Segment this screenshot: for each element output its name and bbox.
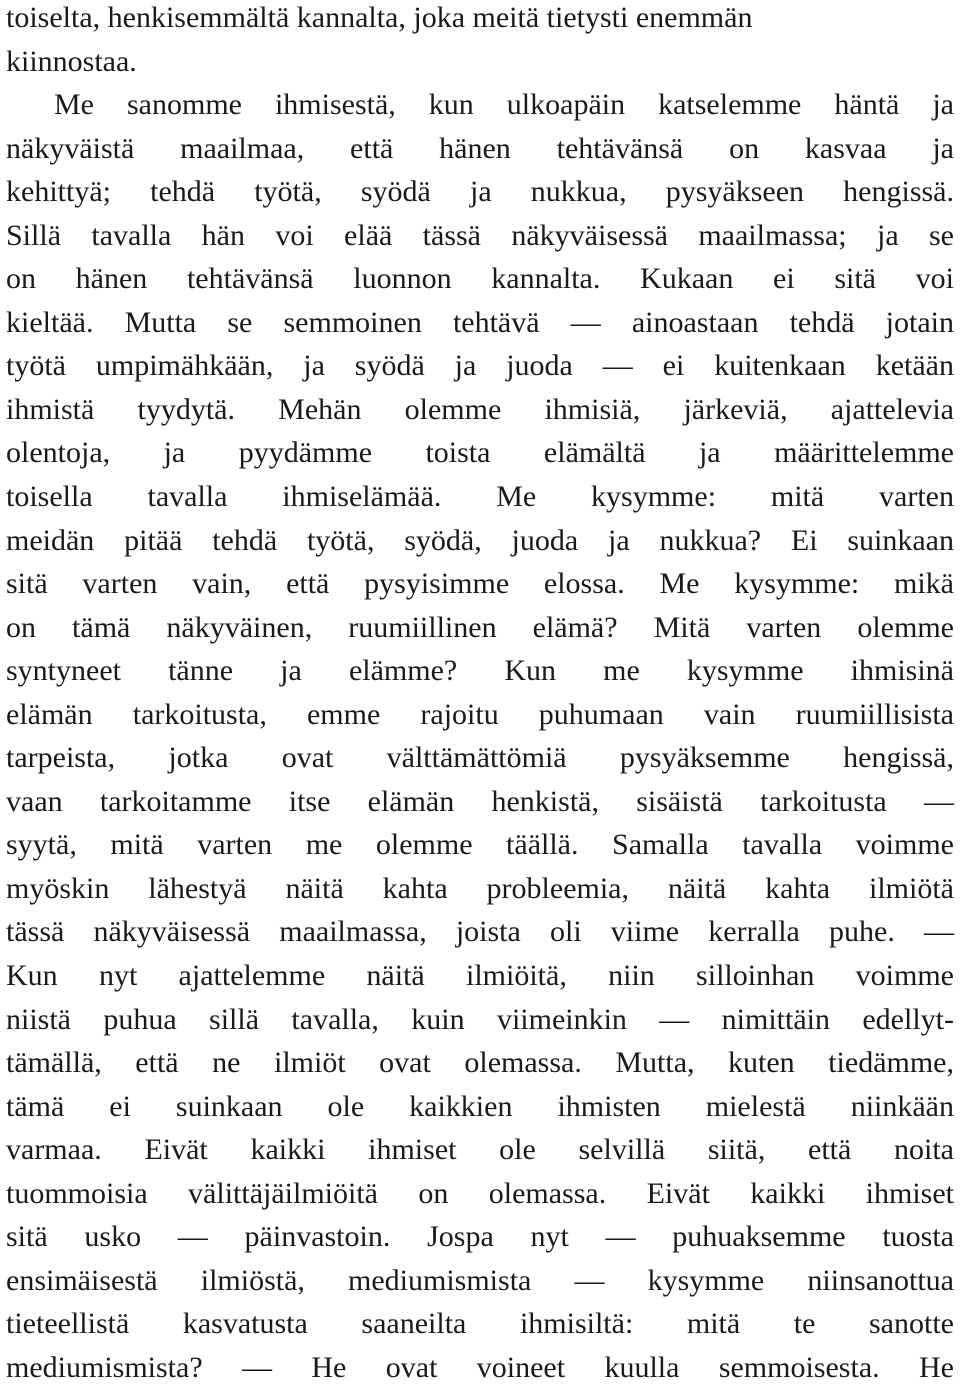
text-line: tämällä, että ne ilmiöt ovat olemassa. Mutta, kuten tiedämme, [6, 1046, 954, 1080]
text-line: mediumismista? — He ovat voineet kuulla semmoisesta. He [6, 1350, 954, 1384]
text-line: niistä puhua sillä tavalla, kuin viimeinkin — nimittäin edellyt- [6, 1002, 954, 1036]
text-line: on hänen tehtävänsä luonnon kannalta. Kukaan ei sitä voi [6, 262, 954, 296]
text-line: on tämä näkyväinen, ruumiillinen elämä? Mitä varten olemme [6, 610, 954, 644]
text-line: vaan tarkoitamme itse elämän henkistä, sisäistä tarkoitusta — [6, 784, 954, 818]
text-line: kieltää. Mutta se semmoinen tehtävä — ainoastaan tehdä jotain [6, 305, 954, 339]
text-line: tuommoisia välittäjäilmiöitä on olemassa. Eivät kaikki ihmiset [6, 1176, 954, 1210]
text-line: tarpeista, jotka ovat välttämättömiä pysyäksemme hengissä, [6, 741, 954, 775]
text-line: ensimäisestä ilmiöstä, mediumismista — kysymme niinsanottua [6, 1263, 954, 1297]
text-line: sitä usko — päinvastoin. Jospa nyt — puhuaksemme tuosta [6, 1220, 954, 1254]
text-line: tässä näkyväisessä maailmassa, joista oli viime kerralla puhe. — [6, 915, 954, 949]
text-line: tieteellistä kasvatusta saaneilta ihmisiltä: mitä te sanotte [6, 1307, 954, 1341]
text-line: syytä, mitä varten me olemme täällä. Samalla tavalla voimme [6, 828, 954, 862]
document-page [6, 0, 954, 1394]
text-line: näkyväistä maailmaa, että hänen tehtävänsä on kasvaa ja [6, 131, 954, 165]
text-line: Sillä tavalla hän voi elää tässä näkyväisessä maailmassa; ja se [6, 218, 954, 252]
text-line: varmaa. Eivät kaikki ihmiset ole selvillä siitä, että noita [6, 1133, 954, 1167]
text-line: myöskin lähestyä näitä kahta probleemia, näitä kahta ilmiötä [6, 871, 954, 905]
text-line: Kun nyt ajattelemme näitä ilmiöitä, niin silloinhan voimme [6, 959, 954, 993]
text-line: työtä umpimähkään, ja syödä ja juoda — ei kuitenkaan ketään [6, 349, 954, 383]
text-line: toiselta, henkisemmältä kannalta, joka meitä tietysti enemmän [6, 1, 753, 34]
text-line: elämän tarkoitusta, emme rajoitu puhumaan vain ruumiillisista [6, 697, 954, 731]
text-line: ihmistä tyydytä. Mehän olemme ihmisiä, järkeviä, ajattelevia [6, 392, 954, 426]
text-line: tämä ei suinkaan ole kaikkien ihmisten mielestä niinkään [6, 1089, 954, 1123]
text-line: kiinnostaa. [6, 44, 137, 78]
text-line: meidän pitää tehdä työtä, syödä, juoda ja nukkua? Ei suinkaan [6, 523, 954, 557]
text-line: syntyneet tänne ja elämme? Kun me kysymme ihmisinä [6, 654, 954, 688]
text-line: olentoja, ja pyydämme toista elämältä ja määrittelemme [6, 436, 954, 470]
text-line: kehittyä; tehdä työtä, syödä ja nukkua, pysyäkseen hengissä. [6, 175, 954, 209]
text-line: toisella tavalla ihmiselämää. Me kysymme: mitä varten [6, 480, 954, 514]
text-line: Me sanomme ihmisestä, kun ulkoapäin katselemme häntä ja [54, 88, 954, 122]
text-line: sitä varten vain, että pysyisimme elossa. Me kysymme: mikä [6, 567, 954, 601]
